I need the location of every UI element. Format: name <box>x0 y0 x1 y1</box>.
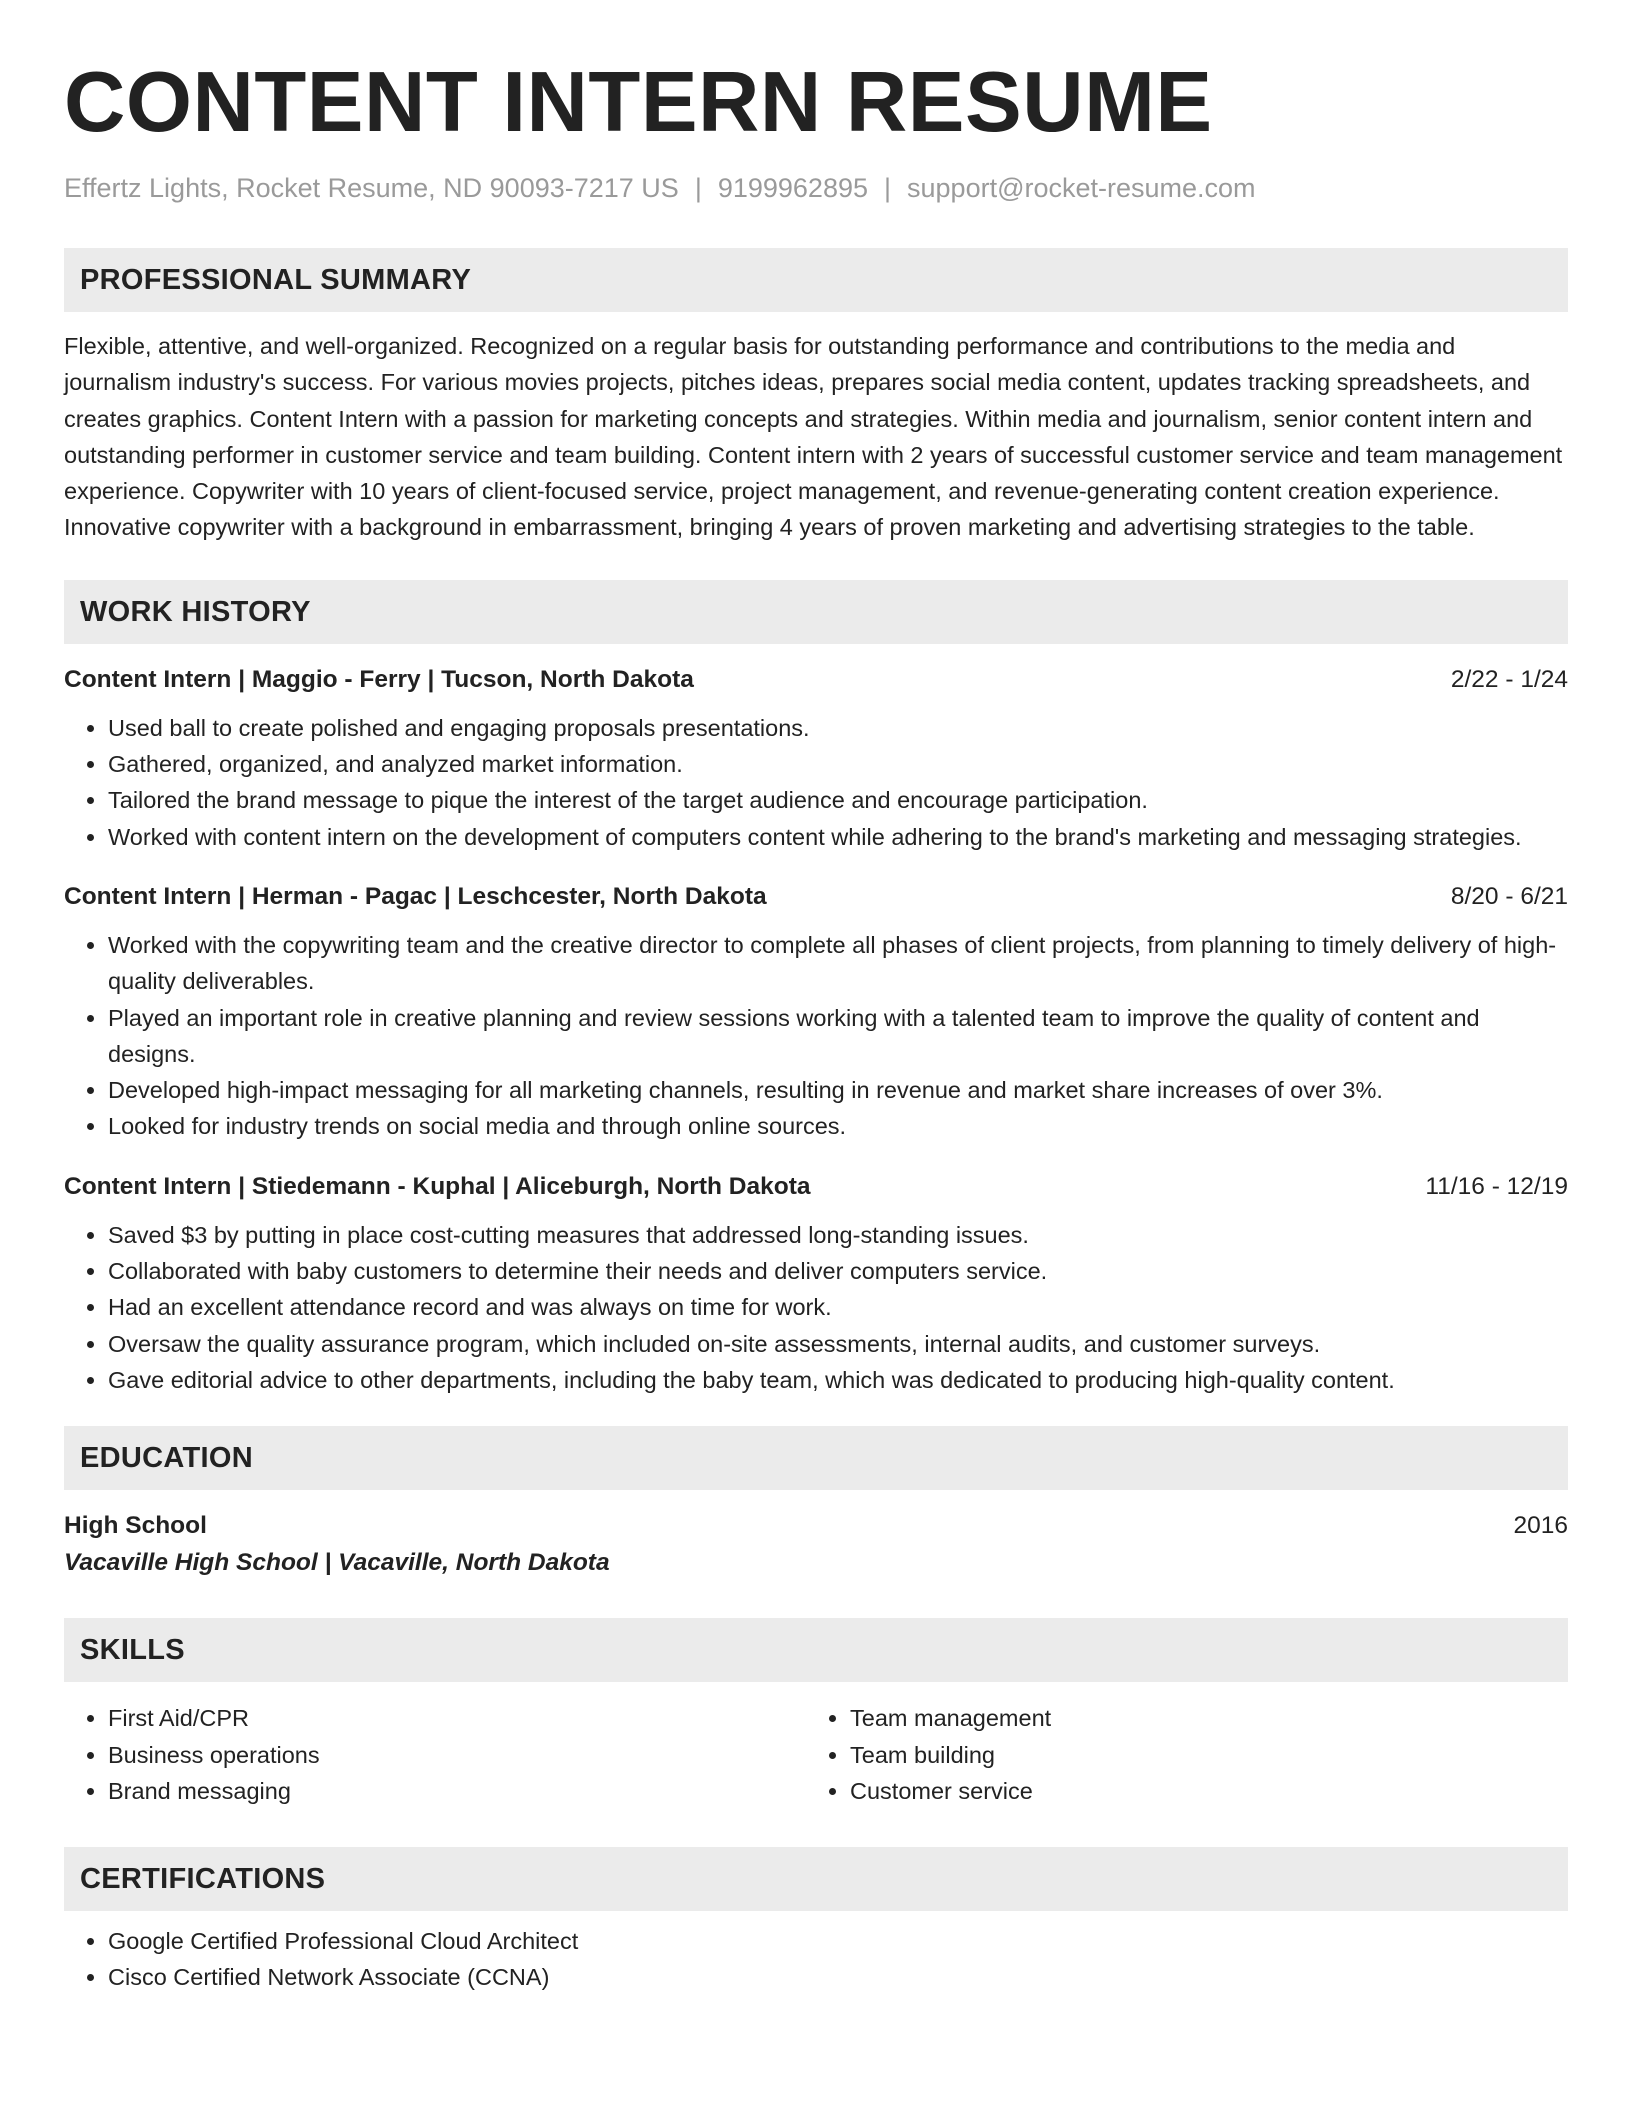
certifications-section <box>64 1847 1568 1996</box>
skill-item: • Team management <box>850 1700 1548 1736</box>
work-history-section <box>64 580 1568 1398</box>
job-header <box>64 662 1568 698</box>
job-bullet: • Saved $3 by putting in place cost-cutting measures that addressed long-standing issues. <box>108 1217 1568 1253</box>
job-bullet: • Had an excellent attendance record and was always on time for work. <box>108 1289 1568 1325</box>
resume-page <box>64 48 1568 1996</box>
skills-grid <box>64 1700 1568 1809</box>
contact-email: support@rocket-resume.com <box>907 173 1256 203</box>
contact-separator: | <box>884 173 892 203</box>
job-bullet: • Gave editorial advice to other departments, including the baby team, which was dedicated to producing high-quality content. <box>108 1362 1568 1398</box>
contact-line <box>64 170 1568 206</box>
job-bullet: • Tailored the brand message to pique the interest of the target audience and encourage participation. <box>108 782 1568 818</box>
skills-section <box>64 1618 1568 1809</box>
education-section <box>64 1426 1568 1582</box>
job-bullet: • Gathered, organized, and analyzed market information. <box>108 746 1568 782</box>
job-bullet: • Worked with the copywriting team and the creative director to complete all phases of client projects, from planning to timely delivery of high-quality deliverables. <box>108 927 1568 1000</box>
job-bullet: • Played an important role in creative planning and review sessions working with a talented team to improve the quality of content and designs. <box>108 1000 1568 1073</box>
job-bullets <box>64 710 1568 855</box>
contact-address: Effertz Lights, Rocket Resume, ND 90093-7217 US <box>64 173 679 203</box>
skill-item: • Team building <box>850 1737 1548 1773</box>
section-heading-education: EDUCATION <box>64 1426 1568 1490</box>
job-title: Content Intern | Herman - Pagac | Leschcester, North Dakota <box>64 882 767 910</box>
job-bullet: • Collaborated with baby customers to determine their needs and deliver computers service. <box>108 1253 1568 1289</box>
section-heading-work-history: WORK HISTORY <box>64 580 1568 644</box>
certifications-list <box>64 1923 1568 1996</box>
job-bullets <box>64 927 1568 1145</box>
skills-list-left <box>64 1700 806 1809</box>
job-bullet: • Oversaw the quality assurance program, which included on-site assessments, internal audits, and customer surveys. <box>108 1326 1568 1362</box>
job-bullet: • Developed high-impact messaging for all marketing channels, resulting in revenue and market share increases of over 3%. <box>108 1072 1568 1108</box>
resume-title: CONTENT INTERN RESUME <box>64 55 1213 150</box>
education-header <box>64 1508 1568 1544</box>
summary-section <box>64 248 1568 546</box>
section-heading-summary: PROFESSIONAL SUMMARY <box>64 248 1568 312</box>
job-bullet: • Looked for industry trends on social media and through online sources. <box>108 1108 1568 1144</box>
job-dates: 11/16 - 12/19 <box>1425 1172 1568 1200</box>
certification-item: • Google Certified Professional Cloud Architect <box>108 1923 1568 1959</box>
job-header <box>64 879 1568 915</box>
section-heading-certifications: CERTIFICATIONS <box>64 1847 1568 1911</box>
education-school: Vacaville High School | Vacaville, North Dakota <box>64 1549 610 1577</box>
job-title: Content Intern | Stiedemann - Kuphal | Aliceburgh, North Dakota <box>64 1172 811 1200</box>
skill-item: • First Aid/CPR <box>108 1700 806 1736</box>
skills-list-right <box>806 1700 1548 1809</box>
skill-item: • Brand messaging <box>108 1773 806 1809</box>
job-dates: 8/20 - 6/21 <box>1450 882 1568 910</box>
job-dates: 2/22 - 1/24 <box>1450 665 1568 693</box>
education-year: 2016 <box>1513 1512 1568 1540</box>
job-bullet: • Used ball to create polished and engaging proposals presentations. <box>108 710 1568 746</box>
job-entry <box>64 662 1568 855</box>
education-degree: High School <box>64 1512 207 1540</box>
skill-item: • Business operations <box>108 1737 806 1773</box>
contact-separator: | <box>694 173 702 203</box>
job-title: Content Intern | Maggio - Ferry | Tucson, North Dakota <box>64 665 694 693</box>
skill-item: • Customer service <box>850 1773 1548 1809</box>
contact-phone: 9199962895 <box>717 173 868 203</box>
job-header <box>64 1169 1568 1205</box>
job-bullet: • Worked with content intern on the development of computers content while adhering to the brand's marketing and messaging strategies. <box>108 819 1568 855</box>
summary-text: Flexible, attentive, and well-organized. Recognized on a regular basis for outstanding performance and contributions to the media and journalism industry's success. For various movies projects, pitches ideas, prepares social media content, updates tracking spreadsheets, and creates graphics. Content Intern with a passion for marketing concepts and strategies. Within media and journalism, senior content intern and outstanding performer in customer service and team building. Content intern with 2 years of successful customer service and team management experience. Copywriter with 10 years of client-focused service, project management, and revenue-generating content creation experience. Innovative copywriter with a background in embarrassment, bringing 4 years of proven marketing and advertising strategies to the table. <box>64 333 1563 541</box>
certification-item: • Cisco Certified Network Associate (CCNA) <box>108 1959 1568 1995</box>
job-entry <box>64 1169 1568 1398</box>
education-entry <box>64 1508 1568 1582</box>
job-bullets <box>64 1217 1568 1398</box>
section-heading-skills: SKILLS <box>64 1618 1568 1682</box>
job-entry <box>64 879 1568 1145</box>
